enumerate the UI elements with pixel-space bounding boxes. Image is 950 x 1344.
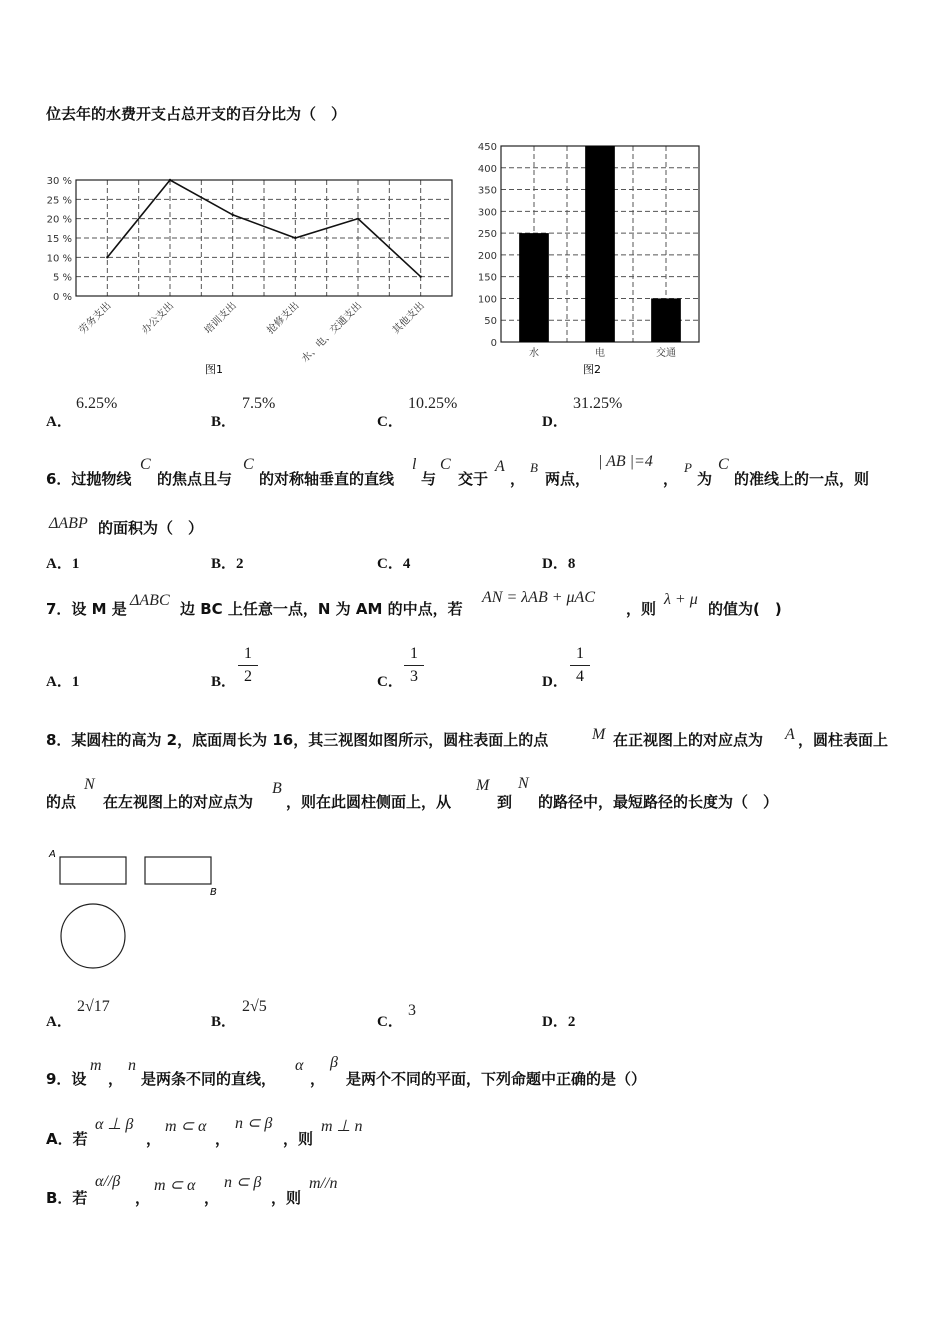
q8-point-m-2: M <box>476 777 490 794</box>
q9-option-a-then: ，则 <box>283 1130 314 1148</box>
question-intro: 位去年的水费开支占总开支的百分比为（ ） <box>46 105 347 123</box>
q6-ab-length: | AB |=4 <box>598 453 653 470</box>
bar-chart-y-ticks <box>478 142 497 349</box>
line-chart-point <box>357 217 359 219</box>
line-chart-x-tick-label: 培训支出 <box>202 300 239 337</box>
line-chart-figure-1 <box>40 168 460 383</box>
line-chart-y-tick-label: 20 % <box>46 214 72 226</box>
bar-chart-figure-2 <box>465 138 705 378</box>
q6-point-p: P <box>684 460 692 475</box>
bar-chart-y-tick-label: 450 <box>477 142 497 153</box>
bar-chart-title: 图2 <box>583 363 601 376</box>
q7-option-d-fraction: 1 4 <box>570 645 590 686</box>
q7-text-1: 7．设 M 是 <box>46 600 127 618</box>
front-view-rect <box>60 857 126 884</box>
q8-option-b-value: 2√5 <box>242 998 267 1015</box>
q9-text-1: 9．设 <box>46 1070 87 1088</box>
q7-option-d-letter[interactable]: D． <box>542 674 568 690</box>
q7-text-2: 边 BC 上任意一点，N 为 AM 的中点，若 <box>180 600 463 618</box>
q6-point-b: B <box>530 460 538 475</box>
q6-text-6: 两点， <box>545 470 591 488</box>
q5-option-b-letter[interactable]: B． <box>211 414 237 430</box>
q9-option-a-letter[interactable]: A．若 <box>46 1130 88 1148</box>
line-chart-y-tick-label: 30 % <box>46 176 72 187</box>
q6-curve-c-2: C <box>243 456 254 473</box>
q9-option-b-cond-2: m ⊂ α <box>154 1177 196 1194</box>
bar-chart-x-tick-label: 水 <box>529 348 539 359</box>
q9-option-a-sep-1: ， <box>146 1130 162 1148</box>
q6-comma-2: ， <box>663 470 679 488</box>
q8-point-a: A <box>785 726 795 743</box>
q5-option-b-value: 7.5% <box>242 395 276 412</box>
q8-text-1: 8．某圆柱的高为 2，底面周长为 16，其三视图如图所示，圆柱表面上的点 <box>46 731 549 749</box>
bar-chart-x-tick-label: 电 <box>595 348 605 359</box>
q6-comma-1: ， <box>510 470 526 488</box>
line-chart-y-tick-label: 5 % <box>52 272 72 284</box>
q7-option-b-fraction: 1 2 <box>238 645 258 686</box>
q6-curve-c-4: C <box>718 456 729 473</box>
bar-chart-y-tick-label: 350 <box>477 185 497 197</box>
line-chart-title: 图1 <box>205 363 223 376</box>
line-chart-point <box>169 179 171 181</box>
bar-chart-y-tick-label: 150 <box>477 272 497 284</box>
q7-lambda-plus-mu: λ + μ <box>664 591 698 608</box>
q7-option-c-fraction: 1 3 <box>404 645 424 686</box>
q6-option-b[interactable]: B．2 <box>211 556 244 572</box>
line-chart-x-tick-label: 其他支出 <box>390 300 427 337</box>
bar-chart-y-tick-label: 200 <box>477 250 497 262</box>
q7-triangle-abc: ΔABC <box>130 592 170 609</box>
bar-chart-bar <box>651 298 681 342</box>
q6-point-a: A <box>495 458 505 475</box>
bar-chart-bar <box>585 146 615 342</box>
q5-option-c-letter[interactable]: C． <box>377 414 403 430</box>
q8-option-c-letter[interactable]: C． <box>377 1014 403 1030</box>
bar-chart-x-tick-label: 交通 <box>656 348 676 359</box>
q9-comma-1: ， <box>108 1070 124 1088</box>
q9-option-b-letter[interactable]: B．若 <box>46 1189 88 1207</box>
q8-point-m: M <box>592 726 606 743</box>
q5-option-d-value: 31.25% <box>573 395 623 412</box>
q6-text-9: 的面积为（ ） <box>98 519 204 537</box>
q9-option-a-cond-2: m ⊂ α <box>165 1118 207 1135</box>
q8-option-a-value: 2√17 <box>77 998 110 1015</box>
q5-option-a-letter[interactable]: A． <box>46 414 72 430</box>
q5-option-d-letter[interactable]: D． <box>542 414 568 430</box>
q8-point-n-2: N <box>518 775 529 792</box>
figure-label-b: B <box>210 887 217 898</box>
q8-text-8: 的路径中，最短路径的长度为（ ） <box>538 793 779 811</box>
q6-option-d[interactable]: D．8 <box>542 556 576 572</box>
q7-option-b-letter[interactable]: B． <box>211 674 237 690</box>
q9-option-b-sep-1: ， <box>135 1189 151 1207</box>
line-chart-x-tick-label: 抢修支出 <box>265 300 302 337</box>
q7-vector-equation: AN = λAB + μAC <box>482 589 595 606</box>
q8-option-b-letter[interactable]: B． <box>211 1014 237 1030</box>
line-chart-y-tick-label: 15 % <box>46 234 72 245</box>
q8-text-6: ，则在此圆柱侧面上，从 <box>286 793 452 811</box>
q8-text-7: 到 <box>497 793 513 811</box>
q6-option-a[interactable]: A．1 <box>46 556 80 572</box>
line-chart-point <box>294 237 296 239</box>
line-chart-grid <box>76 180 452 296</box>
q6-triangle-abp: ΔABP <box>49 515 88 532</box>
bar-chart-y-tick-label: 300 <box>477 207 497 219</box>
q9-option-a-cond-3: n ⊂ β <box>235 1115 273 1132</box>
q6-text-8: 的准线上的一点，则 <box>734 470 870 488</box>
q6-text-2: 的焦点且与 <box>157 470 233 488</box>
figure-label-a: A <box>49 849 56 860</box>
q9-option-b-cond-1: α//β <box>95 1173 121 1190</box>
q7-option-c-letter[interactable]: C． <box>377 674 403 690</box>
q8-option-a-letter[interactable]: A． <box>46 1014 72 1030</box>
q9-option-a-result: m ⊥ n <box>321 1118 363 1135</box>
q9-plane-beta: β <box>330 1054 338 1071</box>
q6-option-c[interactable]: C．4 <box>377 556 411 572</box>
q5-option-a-value: 6.25% <box>76 395 118 412</box>
bar-chart-y-tick-label: 100 <box>477 294 497 306</box>
q6-curve-c: C <box>140 456 151 473</box>
q5-option-c-value: 10.25% <box>408 395 458 412</box>
bar-chart-y-tick-label: 50 <box>484 316 497 328</box>
q6-text-3: 的对称轴垂直的直线 <box>259 470 395 488</box>
top-view-circle <box>61 904 125 968</box>
q9-option-b-cond-3: n ⊂ β <box>224 1174 262 1191</box>
q9-option-b-result: m//n <box>309 1175 338 1192</box>
line-chart-y-tick-label: 10 % <box>46 253 72 265</box>
line-chart-y-ticks <box>47 176 72 303</box>
line-chart-y-tick-label: 0 % <box>52 292 72 303</box>
q8-text-2: 在正视图上的对应点为 <box>613 731 764 749</box>
bar-chart-y-tick-label: 250 <box>477 229 497 241</box>
line-chart-x-tick-label: 办公支出 <box>140 300 177 337</box>
bar-chart-y-tick-label: 0 <box>490 338 497 349</box>
line-chart-x-ticks <box>76 299 427 365</box>
q8-point-b: B <box>272 780 282 797</box>
q9-option-a-sep-2: ， <box>215 1130 231 1148</box>
q7-option-a[interactable]: A．1 <box>46 674 80 690</box>
q9-line-m: m <box>90 1057 102 1074</box>
q8-text-5: 在左视图上的对应点为 <box>103 793 254 811</box>
q9-plane-alpha: α <box>295 1057 304 1074</box>
q6-text-7: 为 <box>697 470 713 488</box>
q9-text-3: 是两个不同的平面，下列命题中正确的是（） <box>346 1070 647 1088</box>
q9-line-n: n <box>128 1057 136 1074</box>
line-chart-y-tick-label: 25 % <box>46 195 72 207</box>
line-chart-point <box>419 275 421 277</box>
q8-text-3: ，圆柱表面上 <box>798 731 889 749</box>
q9-option-b-sep-2: ， <box>204 1189 220 1207</box>
line-chart-point <box>106 256 108 258</box>
q6-curve-c-3: C <box>440 456 451 473</box>
q8-text-4: 的点 <box>46 793 77 811</box>
bar-chart-y-tick-label: 400 <box>477 163 497 175</box>
bar-chart-bars <box>519 146 681 342</box>
line-chart-x-tick-label: 劳务支出 <box>77 300 114 337</box>
side-view-rect <box>145 857 211 884</box>
q8-option-d[interactable]: D．2 <box>542 1014 576 1030</box>
line-chart-x-tick-label: 水、电、交通支出 <box>299 300 365 365</box>
q7-text-4: 的值为( ) <box>708 600 782 618</box>
q7-text-3: ，则 <box>626 600 657 618</box>
q8-option-c-value: 3 <box>408 1002 416 1019</box>
q8-three-view-figure <box>45 845 235 975</box>
bar-chart-bar <box>519 233 549 342</box>
line-chart-point <box>231 214 233 216</box>
q6-text-4: 与 <box>421 470 437 488</box>
bar-chart-x-ticks <box>529 346 676 359</box>
q9-text-2: 是两条不同的直线， <box>141 1070 277 1088</box>
q9-option-a-cond-1: α ⊥ β <box>95 1116 134 1133</box>
q9-option-b-then: ，则 <box>271 1189 302 1207</box>
q6-text-5: 交于 <box>458 470 489 488</box>
q6-line-l: l <box>412 456 417 473</box>
q8-point-n: N <box>84 776 95 793</box>
q9-comma-2: ， <box>310 1070 326 1088</box>
q6-text-1: 6．过抛物线 <box>46 470 132 488</box>
